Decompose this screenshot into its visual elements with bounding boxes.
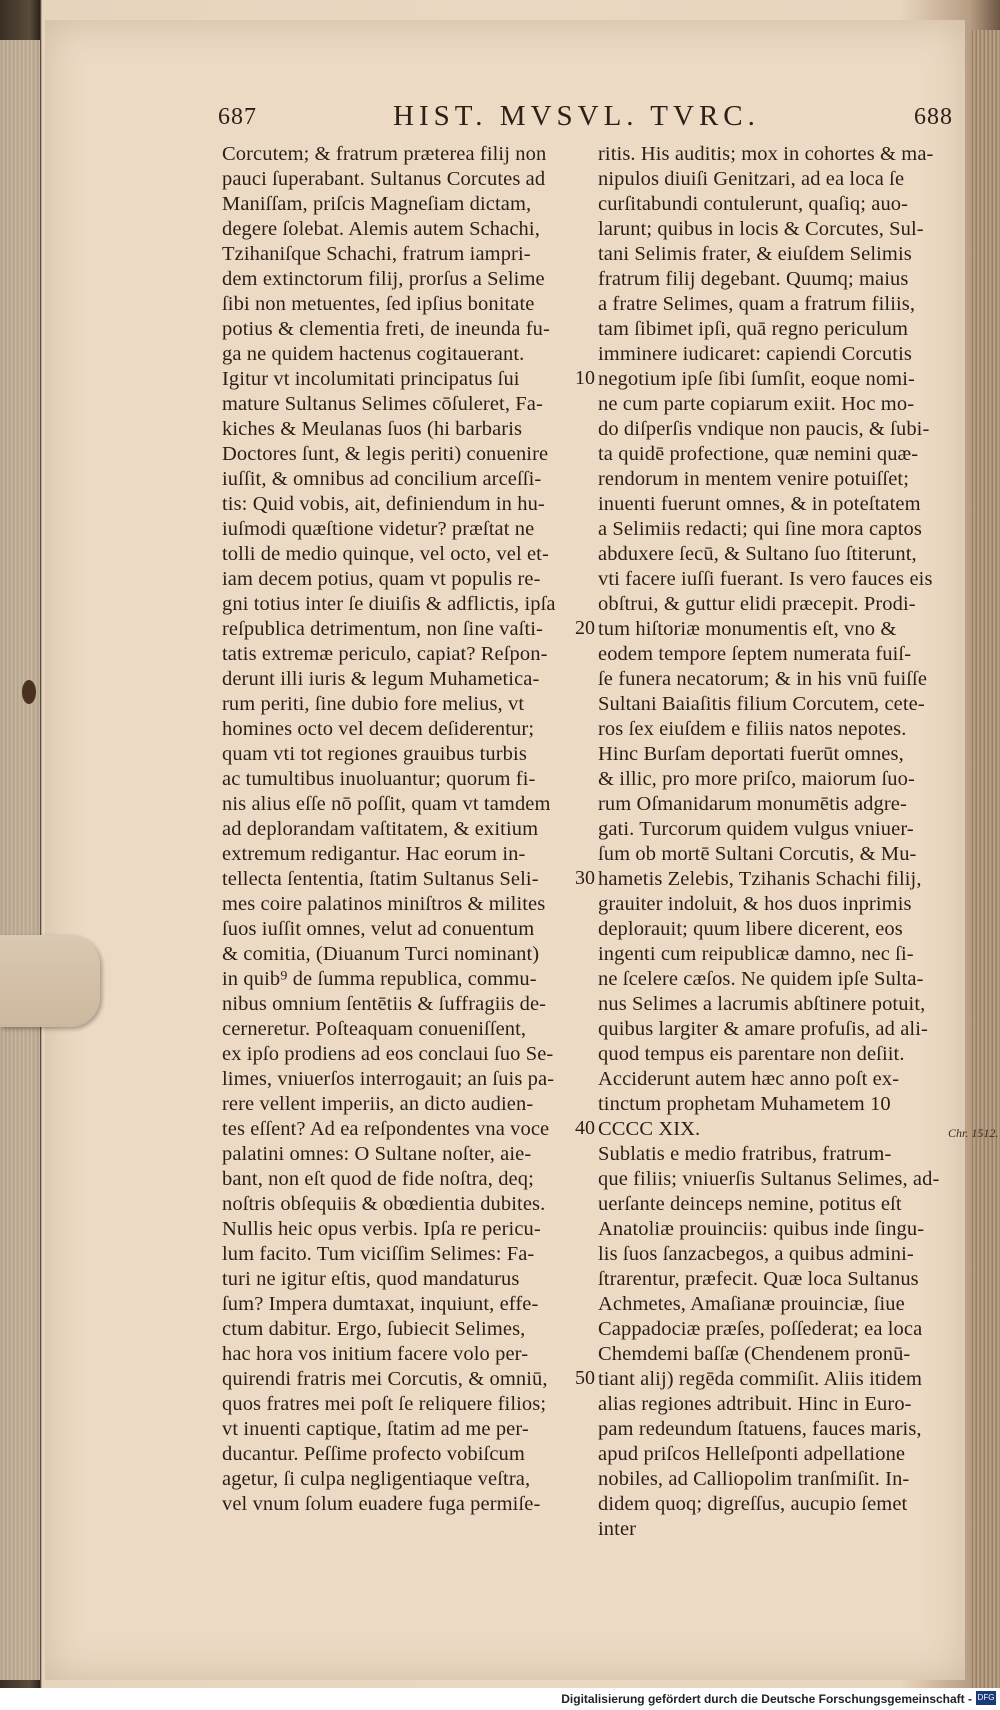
page-edges-right (972, 30, 1000, 1690)
right-column-line: a Selimiis redacti; qui ſine mora captos (598, 518, 922, 540)
right-column-line: inuenti fuerunt omnes, & in poteſtatem (598, 493, 921, 515)
left-column-line: tis: Quid vobis, ait, definiendum in hu- (222, 493, 545, 515)
left-column-line: mature Sultanus Selimes cōſuleret, Fa- (222, 393, 543, 415)
bookmark-strip (0, 935, 100, 1027)
right-column-line: ſtrarentur, præfecit. Quæ loca Sultanus (598, 1268, 919, 1290)
line-number-30: 30 (575, 867, 595, 889)
right-column-line: a fratre Selimes, quam a fratrum filiis, (598, 293, 916, 315)
left-column-line: homines octo vel decem deſiderentur; (222, 718, 535, 740)
left-column-line: turi ne igitur eſtis, quod mandaturus (222, 1268, 520, 1290)
left-column-line: Maniſſam, priſcis Magneſiam dictam, (222, 193, 532, 215)
left-column-line: ex ipſo prodiens ad eos conclaui ſuo Se- (222, 1043, 554, 1065)
right-column-line: nus Selimes a lacrumis abſtinere potuit, (598, 993, 926, 1015)
right-column-line: ne cum parte copiarum exiit. Hoc mo- (598, 393, 915, 415)
left-column-line: quos fratres mei poſt ſe reliquere filios; (222, 1393, 547, 1415)
right-column-line: ſe funera necatorum; & in his vnū fuiſſe (598, 668, 928, 690)
left-column-line: ſibi non metuentes, ſed ipſius bonitate (222, 293, 535, 315)
left-column-line: in quib⁹ de ſumma republica, commu- (222, 968, 537, 990)
right-column-line: larunt; quibus in locis & Corcutes, Sul- (598, 218, 924, 240)
left-column-line: dem extinctorum filij, prorſus a Selime (222, 268, 545, 290)
right-column-line: que filiis; vniuerſis Sultanus Selimes, ad- (598, 1168, 940, 1190)
line-number-40: 40 (575, 1117, 595, 1139)
left-column-line: gni totius inter ſe diuiſis & adflictis, ipſa (222, 593, 556, 615)
right-column-line: & illic, pro more priſco, maiorum ſuo- (598, 768, 915, 790)
left-column-line: ſum? Impera dumtaxat, inquiunt, effe- (222, 1293, 539, 1315)
right-column-line: gati. Turcorum quidem vulgus vniuer- (598, 818, 914, 840)
right-column-line: vti facere iuſſi fuerant. Is vero fauces eis (598, 568, 933, 590)
right-column-line: tinctum prophetam Muhametem 10 (598, 1093, 891, 1115)
left-column-line: rum periti, ſine dubio fore melius, vt (222, 693, 525, 715)
left-column-line: potius & clementia freti, de ineunda fu- (222, 318, 550, 340)
running-title: HIST. MVSVL. TVRC. (393, 100, 760, 132)
left-column-line: Tzihaniſque Schachi, fratrum iampri- (222, 243, 531, 265)
right-text-column (598, 142, 946, 1542)
right-column-line: do diſperſis vndique non paucis, & ſubi- (598, 418, 930, 440)
right-column-line: nobiles, ad Calliopolim tranſmiſit. In- (598, 1468, 910, 1490)
right-column-line: didem quoq; digreſſus, aucupio ſemet (598, 1493, 908, 1515)
left-column-line: hac hora vos initium facere volo per- (222, 1343, 529, 1365)
right-column-line: pam redeundum ſtatuens, fauces maris, (598, 1418, 922, 1440)
right-column-line: tum hiſtoriæ monumentis eſt, vno & (598, 618, 897, 640)
left-column-line: Nullis heic opus verbis. Ipſa re pericu- (222, 1218, 541, 1240)
left-column-line: pauci ſuperabant. Sultanus Corcutes ad (222, 168, 546, 190)
left-column-line: ſuos iuſſit omnes, velut ad conuentum (222, 918, 535, 940)
right-column-line: ros ſex eiuſdem e filiis natos nepotes. (598, 718, 907, 740)
right-column-line: Cappadociæ præſes, poſſederat; ea loca (598, 1318, 923, 1340)
left-column-line: ducantur. Peſſime profecto vobiſcum (222, 1443, 525, 1465)
digitization-footer (0, 1688, 1000, 1710)
right-column-line: quibus largiter & amare profuſis, ad ali- (598, 1018, 928, 1040)
page-edges-left (0, 40, 40, 1680)
footer-text: Digitalisierung gefördert durch die Deutsche Forschungsgemeinschaft - (561, 1692, 972, 1706)
left-column-line: ga ne quidem hactenus cogitauerant. (222, 343, 525, 365)
right-column-line: Chemdemi baſſæ (Chendenem pronū- (598, 1343, 911, 1365)
left-column-line: degere ſolebat. Alemis autem Schachi, (222, 218, 540, 240)
page-number-left: 687 (218, 104, 257, 130)
left-column-line: quam vti tot regiones grauibus turbis (222, 743, 527, 765)
left-column-line: quirendi fratris mei Corcutis, & omniū, (222, 1368, 548, 1390)
right-column-line: Sultani Baiaſitis filium Corcutem, cete- (598, 693, 925, 715)
left-column-line: ad deplorandam vaſtitatem, & exitium (222, 818, 539, 840)
right-column-line: rum Oſmanidarum monumētis adgre- (598, 793, 907, 815)
right-column-line: ſum ob mortē Sultani Corcutis, & Mu- (598, 843, 917, 865)
left-column-line: iuſmodi quæſtione videtur? præſtat ne (222, 518, 535, 540)
left-column-line: palatini omnes: O Sultane noſter, aie- (222, 1143, 532, 1165)
margin-note-chr: Chr. 1512. (948, 1126, 999, 1140)
left-column-line: nis alius eſſe nō poſſit, quam vt tamdem (222, 793, 551, 815)
left-column-line: & comitia, (Diuanum Turci nominant) (222, 943, 540, 965)
right-column-line: eodem tempore ſeptem numerata fuiſ- (598, 643, 912, 665)
right-column-line: Sublatis e medio fratribus, fratrum- (598, 1143, 892, 1165)
left-column-line: kiches & Meulanas ſuos (hi barbaris (222, 418, 523, 440)
left-column-line: cerneretur. Poſteaquam conueniſſent, (222, 1018, 527, 1040)
ink-stain (22, 680, 36, 704)
right-column-line: tam ſibimet ipſi, quā regno periculum (598, 318, 908, 340)
right-column-line: tani Selimis frater, & eiuſdem Selimis (598, 243, 912, 265)
left-column-line: tellecta ſententia, ſtatim Sultanus Seli- (222, 868, 539, 890)
left-column-line: Doctores ſunt, & legis periti) conuenire (222, 443, 549, 465)
left-column-line: reſpublica detrimentum, non ſine vaſti- (222, 618, 543, 640)
right-column-line: Acciderunt autem hæc anno poſt ex- (598, 1068, 900, 1090)
left-column-line: tatis extremæ periculo, capiat? Reſpon- (222, 643, 548, 665)
right-column-line: lis ſuos ſanzacbegos, a quibus admini- (598, 1243, 914, 1265)
right-column-line: ritis. His auditis; mox in cohortes & ma- (598, 143, 934, 165)
page-number-right: 688 (914, 104, 953, 130)
right-column-line: inter (598, 1518, 637, 1540)
right-column-line: obſtrui, & guttur elidi præcepit. Prodi- (598, 593, 916, 615)
left-column-line: bant, non eſt quod de fide noſtra, deq; (222, 1168, 534, 1190)
right-column-line: abduxere ſecū, & Sultano ſuo ſtiterunt, (598, 543, 917, 565)
right-column-line: alias regiones adtribuit. Hinc in Euro- (598, 1393, 912, 1415)
right-column-line: nipulos diuiſi Genitzari, ad ea loca ſe (598, 168, 905, 190)
right-column-line: ingenti cum reipublicæ damno, nec ſi- (598, 943, 914, 965)
left-column-line: tes eſſent? Ad ea reſpondentes vna voce (222, 1118, 550, 1140)
left-column-line: ac tumultibus inuoluantur; quorum fi- (222, 768, 536, 790)
right-column-line: Achmetes, Amaſianæ prouinciæ, ſiue (598, 1293, 905, 1315)
left-column-line: agetur, ſi culpa negligentiaque veſtra, (222, 1468, 531, 1490)
left-text-column (222, 142, 567, 1517)
left-column-line: tolli de medio quinque, vel octo, vel et- (222, 543, 549, 565)
right-column-line: hametis Zelebis, Tzihanis Schachi filij, (598, 868, 922, 890)
right-column-line: quod tempus eis parentare non deſiit. (598, 1043, 905, 1065)
running-header (218, 100, 953, 140)
right-column-line: grauiter indoluit, & hos duos inprimis (598, 893, 912, 915)
right-column-line: ta quidē profectione, quæ nemini quæ- (598, 443, 919, 465)
line-number-50: 50 (575, 1367, 595, 1389)
right-column-line: uerſante deinceps nemine, potitus eſt (598, 1193, 902, 1215)
right-column-line: deplorauit; quum libere dicerent, eos (598, 918, 903, 940)
right-column-line: rendorum in mentem venire potuiſſet; (598, 468, 910, 490)
left-column-line: Igitur vt incolumitati principatus ſui (222, 368, 520, 390)
dfg-logo: DFG (976, 1691, 996, 1705)
right-column-line: imminere iudicaret: capiendi Corcutis (598, 343, 912, 365)
left-column-line: vel vnum ſolum euadere fuga permiſe- (222, 1493, 541, 1515)
right-column-line: negotium ipſe ſibi ſumſit, eoque nomi- (598, 368, 915, 390)
right-column-line: apud priſcos Helleſponti adpellatione (598, 1443, 906, 1465)
left-column-line: Corcutem; & fratrum præterea filij non (222, 143, 547, 165)
left-column-line: iam decem potius, quam vt populis re- (222, 568, 541, 590)
left-column-line: extremum redigantur. Hac eorum in- (222, 843, 526, 865)
right-column-line: curſitabundi contulerunt, quaſiq; auo- (598, 193, 909, 215)
right-column-line: CCCC XIX. (598, 1118, 701, 1140)
right-column-line: fratrum filij degebant. Quumq; maius (598, 268, 909, 290)
left-column-line: ctum dabitur. Ergo, ſubiecit Selimes, (222, 1318, 526, 1340)
right-column-line: tiant alij) regēda commiſit. Aliis itidem (598, 1368, 923, 1390)
left-column-line: nibus omnium ſentētiis & ſuffragiis de- (222, 993, 547, 1015)
line-number-20: 20 (575, 617, 595, 639)
left-column-line: rere vellent imperiis, an dicto audien- (222, 1093, 534, 1115)
right-column-line: Hinc Burſam deportati fuerūt omnes, (598, 743, 904, 765)
line-number-10: 10 (575, 367, 595, 389)
left-column-line: derunt illi iuris & legum Muhametica- (222, 668, 540, 690)
right-column-line: Anatoliæ prouinciis: quibus inde ſingu- (598, 1218, 925, 1240)
left-column-line: limes, vniuerſos interrogauit; an ſuis pa- (222, 1068, 555, 1090)
left-column-line: noſtris obſequiis & obœdientia dubites. (222, 1193, 546, 1215)
left-column-line: lum facito. Tum viciſſim Selimes: Fa- (222, 1243, 535, 1265)
left-column-line: iuſſit, & omnibus ad concilium arceſſi- (222, 468, 542, 490)
right-column-line: ne ſcelere cæſos. Ne quidem ipſe Sulta- (598, 968, 924, 990)
left-column-line: mes coire palatinos miniſtros & milites (222, 893, 546, 915)
left-column-line: vt inuenti captique, ſtatim ad me per- (222, 1418, 529, 1440)
